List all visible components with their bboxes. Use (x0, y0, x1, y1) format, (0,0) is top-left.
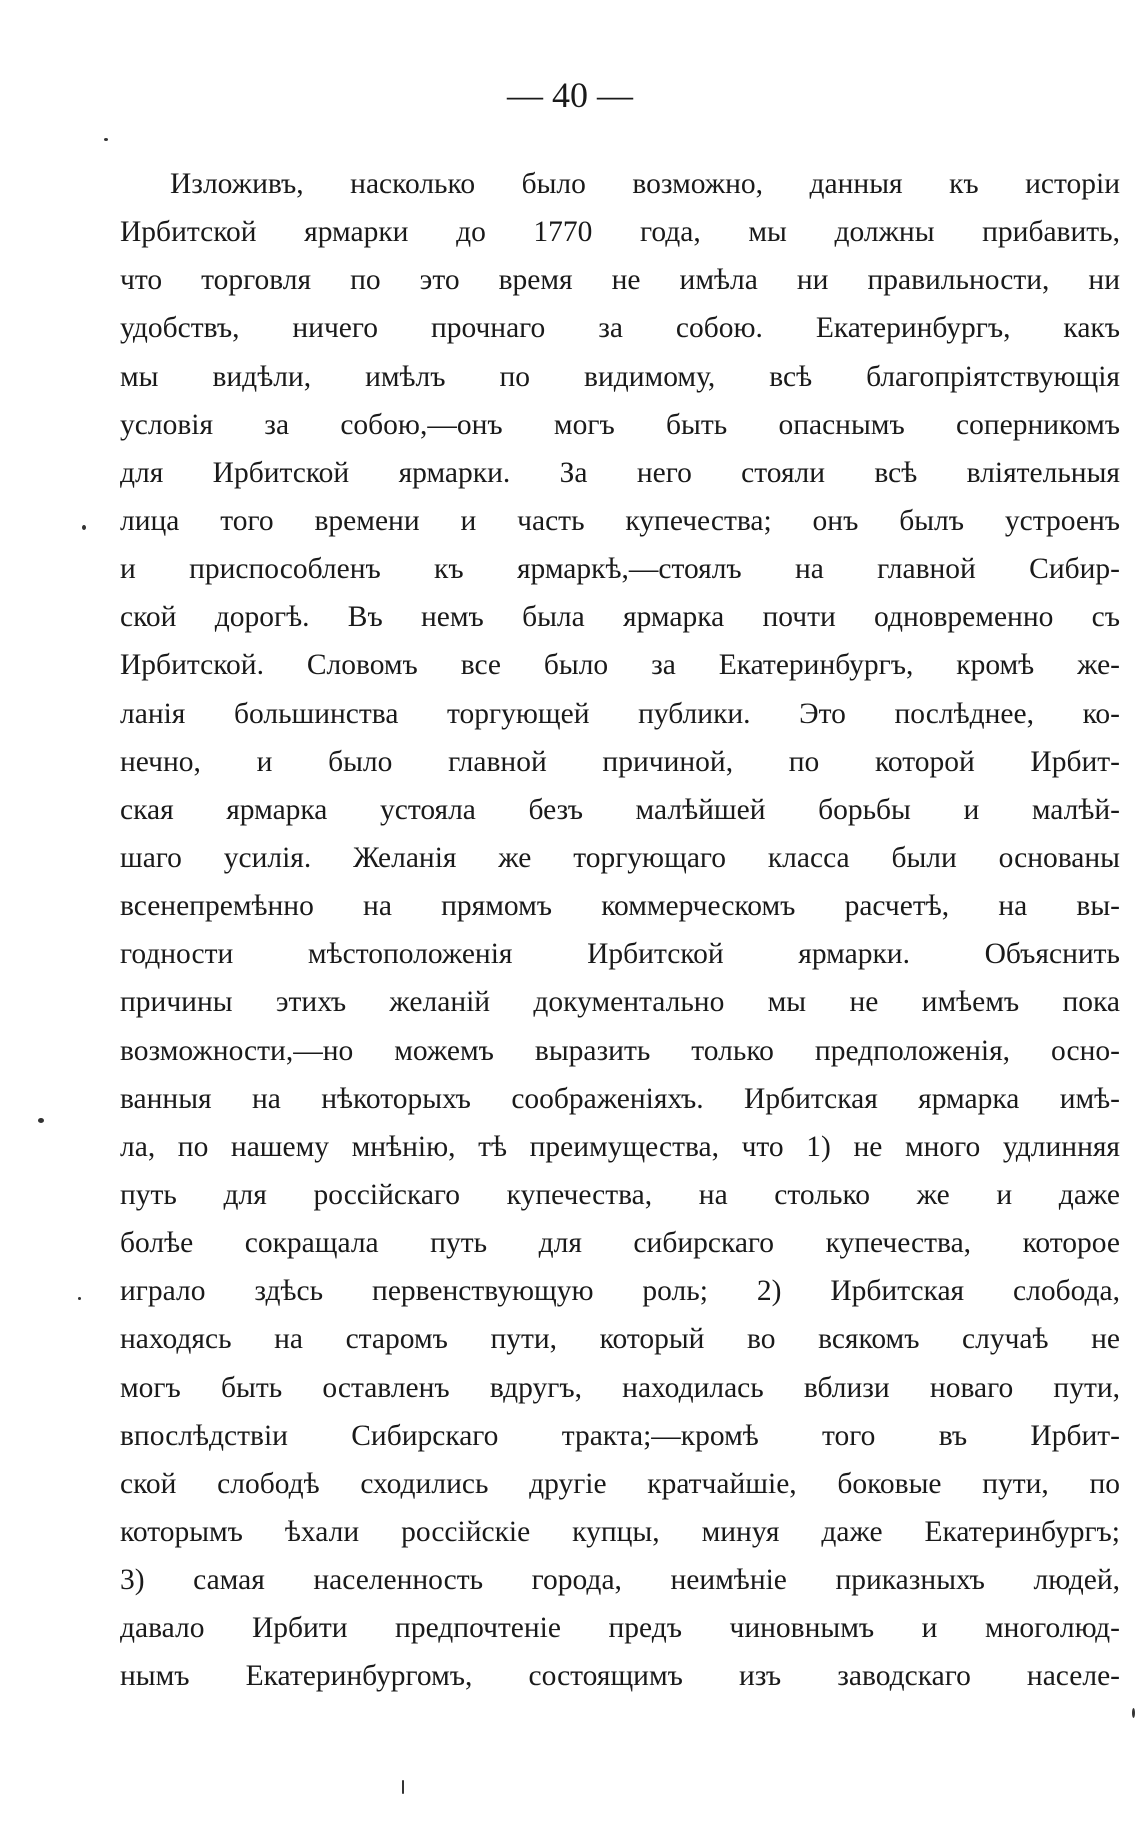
scan-speck (38, 1118, 44, 1123)
text-line: Изложивъ, насколько было возможно, данныя къ исторіи (170, 168, 1120, 200)
text-line: возможности,—но можемъ выразить только предположенія, осно- (120, 1034, 1120, 1067)
text-line: путь для россійскаго купечества, на столько же и даже (120, 1178, 1120, 1211)
text-line: ла, по нашему мнѣнію, тѣ преимущества, что 1) не много удлинняя (120, 1130, 1120, 1163)
text-line: могъ быть оставленъ вдругъ, находилась вблизи новаго пути, (120, 1371, 1120, 1404)
scan-speck (104, 138, 108, 141)
text-line: играло здѣсь первенствующую роль; 2) Ирбитская слобода, (120, 1275, 1120, 1308)
text-line: всенепремѣнно на прямомъ коммерческомъ расчетѣ, на вы- (120, 890, 1120, 923)
text-line: ской дорогѣ. Въ немъ была ярмарка почти одновременно съ (120, 601, 1120, 634)
text-line: и приспособленъ къ ярмаркѣ,—стоялъ на главной Сибир- (120, 553, 1120, 586)
text-line: впослѣдствіи Сибирскаго тракта;—кромѣ того въ Ирбит- (120, 1419, 1120, 1452)
text-line: мы видѣли, имѣлъ по видимому, всѣ благопріятствующія (120, 360, 1120, 393)
text-line: что торговля по это время не имѣла ни правильности, ни (120, 264, 1120, 297)
text-line: нымъ Екатеринбургомъ, состоящимъ изъ заводскаго населе- (120, 1660, 1120, 1693)
text-line: причины этихъ желаній документально мы не имѣемъ пока (120, 986, 1120, 1019)
text-line: для Ирбитской ярмарки. За него стояли всѣ вліятельныя (120, 456, 1120, 489)
scan-speck (82, 525, 86, 530)
scan-speck (78, 1297, 81, 1300)
text-line: нечно, и было главной причиной, по которой Ирбит- (120, 745, 1120, 778)
text-line: годности мѣстоположенія Ирбитской ярмарки. Объяснить (120, 938, 1120, 971)
text-line: удобствъ, ничего прочнаго за собою. Екатеринбургъ, какъ (120, 312, 1120, 345)
page-number: — 40 — (507, 75, 633, 115)
text-line: лица того времени и часть купечества; онъ былъ устроенъ (120, 504, 1120, 537)
text-line: Ирбитской ярмарки до 1770 года, мы должны прибавить, (120, 216, 1120, 249)
text-line: болѣе сокращала путь для сибирскаго купечества, которое (120, 1227, 1120, 1260)
body-text (120, 160, 1120, 1701)
text-line: находясь на старомъ пути, который во всякомъ случаѣ не (120, 1323, 1120, 1356)
text-line: ская ярмарка устояла безъ малѣйшей борьбы и малѣй- (120, 793, 1120, 826)
scan-speck (1132, 1708, 1135, 1718)
text-line: 3) самая населенность города, неимѣніе приказныхъ людей, (120, 1564, 1120, 1597)
text-line: шаго усилія. Желанія же торгующаго класса были основаны (120, 841, 1120, 874)
text-line: которымъ ѣхали россійскіе купцы, минуя даже Екатеринбургъ; (120, 1515, 1120, 1548)
text-line: ланія большинства торгующей публики. Это послѣднее, ко- (120, 697, 1120, 730)
text-line: условія за собою,—онъ могъ быть опаснымъ соперникомъ (120, 408, 1120, 441)
text-line: давало Ирбити предпочтеніе предъ чиновнымъ и многолюд- (120, 1612, 1120, 1645)
scan-speck (402, 1780, 404, 1794)
text-line: ской слободѣ сходились другіе кратчайшіе, боковые пути, по (120, 1467, 1120, 1500)
text-line: ванныя на нѣкоторыхъ соображеніяхъ. Ирбитская ярмарка имѣ- (120, 1082, 1120, 1115)
text-line: Ирбитской. Словомъ все было за Екатеринбургъ, кромѣ же- (120, 649, 1120, 682)
